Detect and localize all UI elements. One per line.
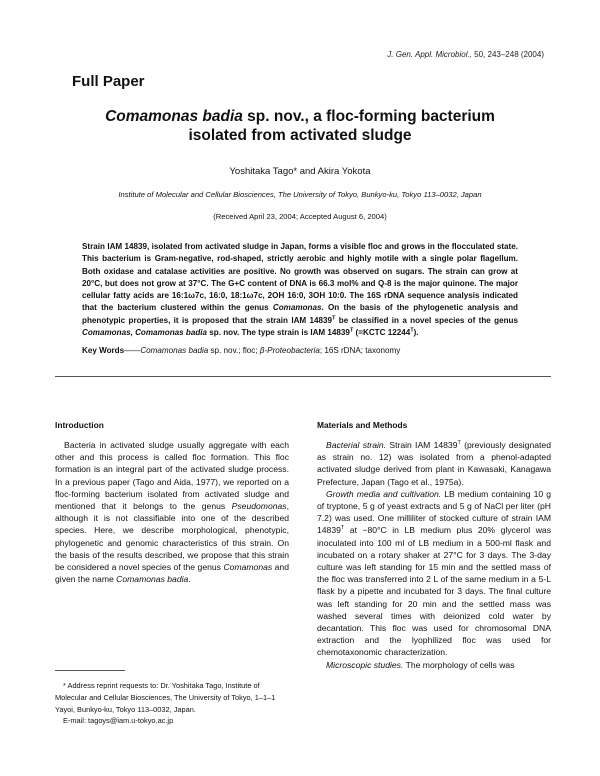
abstract-genus: Comamonas <box>272 303 322 313</box>
intro-text-1: Bacteria in activated sludge usually aggregate with each other and this process is called floc formation. This floc formation is an integral part of the activated sludge process. In a previous paper (Tago and Aida, 1977), we reported on a floc-forming bacterium isolated from activated sludge and mentioned that it belongs to the genus <box>55 440 289 512</box>
introduction-heading: Introduction <box>55 420 104 430</box>
abstract-species: Comamonas, Comamonas badia <box>82 328 208 338</box>
abstract-text-6: ). <box>413 328 419 338</box>
growth-text-2: at −80°C in LB medium plus 20% glycerol was inoculated into 100 ml of LB medium in a 500-ml flask and incubated on a rotary shaker at 27°C for 3 days. The 3-day culture was left standing for 15 min and the settled mass of the floc was transferred into 2 L of the same medium in a 5-L flask by a pipette and incubated for 3 days. The final culture was left standing for 20 min and the settled mass was washed several times with deionized cold water by decantation. This floc was used for chromosomal DNA extraction and the lyophilized floc was used for chemotaxonomic characterization. <box>317 525 551 658</box>
superscript-t: T <box>332 315 336 322</box>
received-dates: (Received April 23, 2004; Accepted August 6, 2004) <box>213 212 387 221</box>
strain-text-2: (previously designated as strain no. 12) was isolated from a phenol-adapted activated sludge derived from plant in Kawasaki, Kanagawa Prefecture, Japan (Tago et al., 1975a). <box>317 440 551 487</box>
volume-pages: 50, 243–248 (2004) <box>474 50 544 59</box>
methods-microscopy-paragraph <box>317 659 551 671</box>
intro-genus-2: Comamonas <box>223 562 273 573</box>
authors: Yoshitaka Tago* and Akira Yokota <box>229 166 371 177</box>
keyword-text-2: ; 16S rDNA; taxonomy <box>319 346 401 355</box>
methods-growth-paragraph <box>317 488 551 659</box>
journal-name: J. Gen. Appl. Microbiol., <box>387 50 472 59</box>
keywords-dash: —— <box>124 346 141 355</box>
intro-genus: Pseudomonas <box>231 501 287 512</box>
journal-citation <box>387 50 544 59</box>
growth-text-1: LB medium containing 10 g of tryptone, 5 g of yeast extracts and 5 g of NaCl per liter (pH 7.2) was used. One milliliter of stocked culture of strain IAM 14839 <box>317 488 551 536</box>
intro-text-2: , although it is not classifiable into one of the described species. Here, we describe morphological, phenotypic, phylogenetic and genomic characteristics of this strain. On the basis of the results described, we propose that this strain be considered a novel species of the genus <box>55 501 289 573</box>
affiliation: Institute of Molecular and Cellular Biosciences, The University of Tokyo, Bunkyo-ku, Tokyo 113–0032, Japan <box>118 190 482 199</box>
footnote-address: * Address reprint requests to: Dr. Yoshitaka Tago, Institute of Molecular and Cellular Biosciences, The University of Tokyo, 1–1–1 Yayoi, Bunkyo-ku, Tokyo 113–0032, Japan. <box>55 681 276 714</box>
intro-species: Comamonas badia <box>116 574 189 585</box>
microscopy-label: Microscopic studies. <box>326 659 404 670</box>
footnote-email: E-mail: tagoys@iam.u-tokyo.ac.jp <box>63 716 174 726</box>
superscript-t: T <box>349 327 354 334</box>
microscopy-text: The morphology of cells was <box>403 659 515 670</box>
section-divider <box>55 376 551 377</box>
superscript-t: T <box>457 440 461 447</box>
keyword-species: Comamonas badia <box>140 346 209 355</box>
keyword-proteobacteria: β-Proteobacteria <box>259 346 320 355</box>
keyword-text: sp. nov.; floc; <box>208 346 260 355</box>
superscript-t: T <box>340 525 345 532</box>
strain-label: Bacterial strain. <box>326 440 387 450</box>
strain-text-1: Strain IAM 14839 <box>386 440 458 450</box>
title-line2: isolated from activated sludge <box>188 127 412 144</box>
methods-body <box>317 439 551 671</box>
abstract-text-3: be classified in a novel species of the genus <box>335 315 518 325</box>
intro-text-3: and given the name <box>55 562 289 585</box>
title-species: Comamonas badia <box>105 108 243 125</box>
footnote <box>55 680 289 727</box>
methods-heading: Materials and Methods <box>317 420 408 430</box>
introduction-body <box>55 439 289 585</box>
abstract-text-2: . On the basis of the phylogenetic analysis and phenotypic properties, it is proposed that the strain IAM 14839 <box>82 303 518 325</box>
keywords-label: Key Words <box>82 346 125 355</box>
growth-label: Growth media and cultivation. <box>326 488 442 499</box>
abstract-text-4: sp. nov. The type strain is IAM 14839 <box>207 328 350 338</box>
article-type: Full Paper <box>72 73 145 90</box>
abstract <box>82 241 518 339</box>
footnote-divider <box>55 670 125 671</box>
keywords <box>82 346 522 355</box>
methods-strain-paragraph <box>317 439 551 488</box>
intro-text-4: . <box>188 574 191 585</box>
title-line1: sp. nov., a floc-forming bacterium <box>242 108 495 125</box>
paper-title <box>60 107 540 145</box>
abstract-text-5: (=KCTC 12244 <box>353 328 411 338</box>
abstract-text-1: Strain IAM 14839, isolated from activated sludge in Japan, forms a visible floc and grows in the flocculated state. This bacterium is Gram-negative, rod-shaped, strictly aerobic and highly motile with a single polar flagellum. Both oxidase and catalase activities are positive. No growth was observed on sugars. The strain can grow at 20°C, but does not grow at 37°C. The G+C content of DNA is 66.3 mol% and Q-8 is the major quinone. The major cellular fatty acids are 16:1ω7c, 16:0, 18:1ω7c, 2OH 16:0, 3OH 10:0. The 16S rDNA sequence analysis indicated that the bacterium clustered within the genus <box>82 242 518 313</box>
superscript-t: T <box>410 327 414 334</box>
introduction-paragraph <box>55 439 289 585</box>
